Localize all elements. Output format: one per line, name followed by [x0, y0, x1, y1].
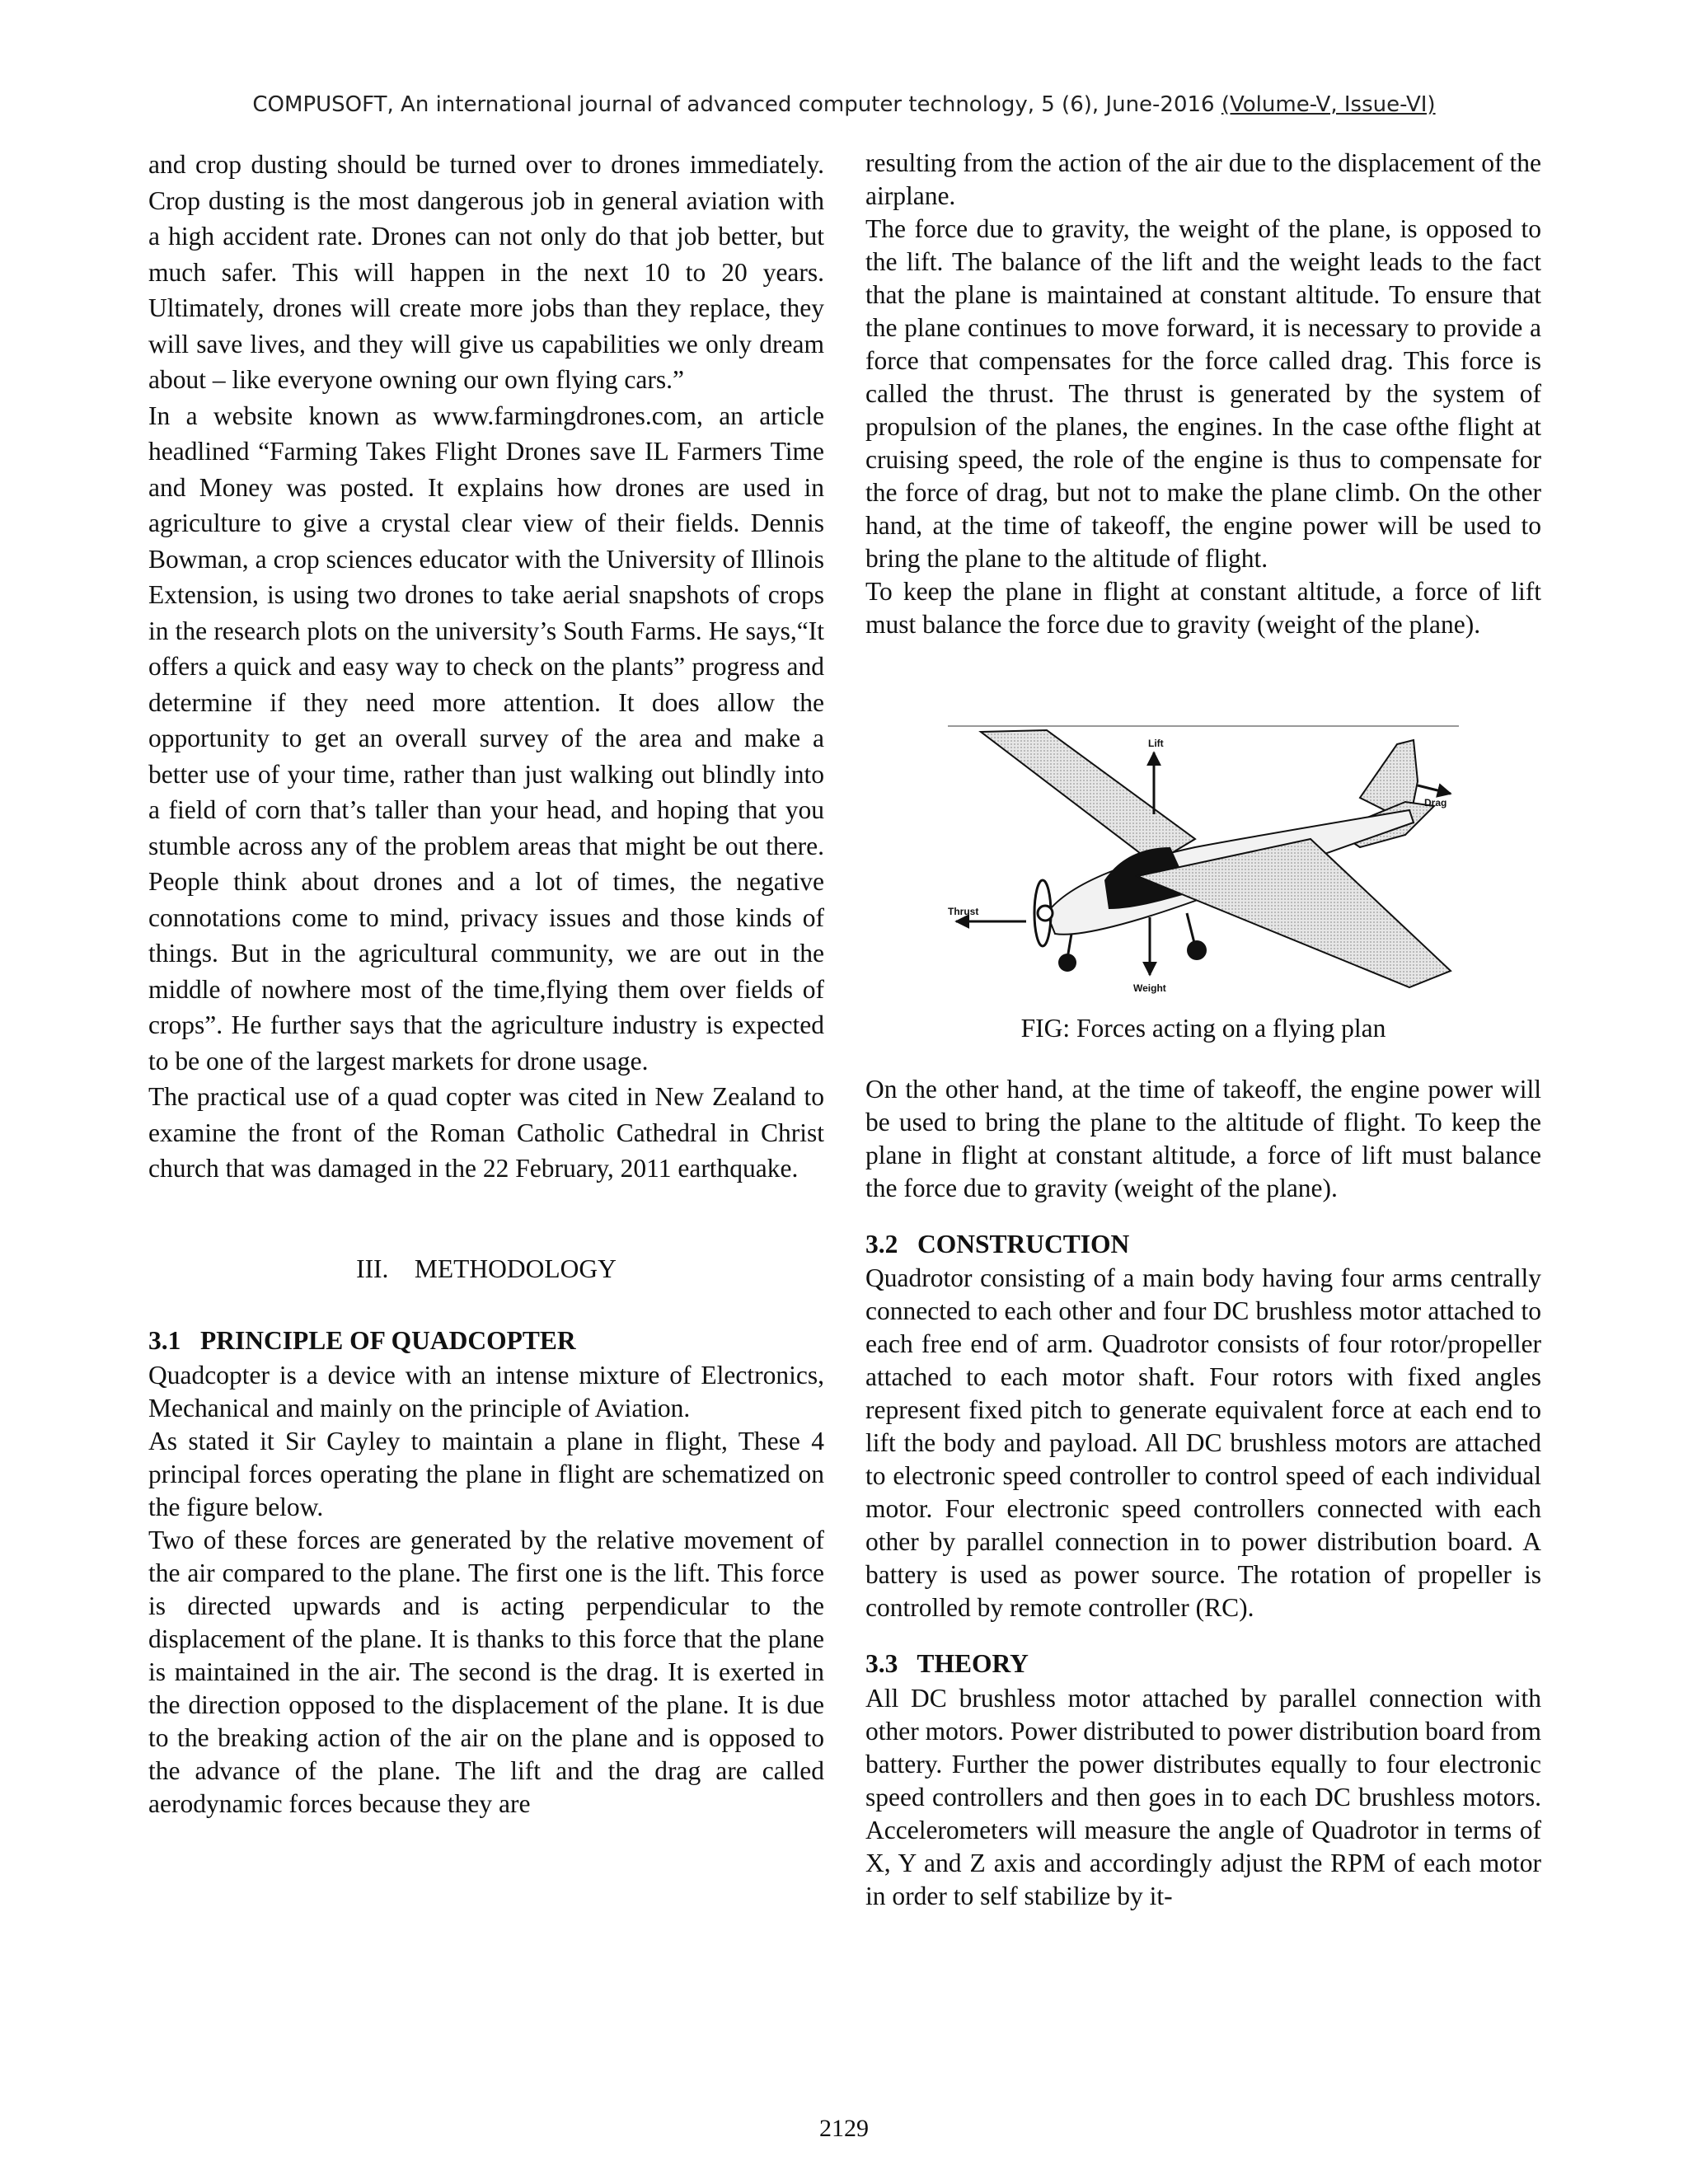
subsection-heading: 3.1 PRINCIPLE OF QUADCOPTER — [148, 1326, 576, 1355]
drag-arrow — [1418, 785, 1451, 794]
subsection-heading: 3.3 THEORY — [865, 1649, 1029, 1678]
paragraph: Quadrotor consisting of a main body having four arms centrally connected to each other and four DC brushless motor attached to each free end of arm. Quadrotor consists of four rotor/propeller attached to each motor shaft. Four rotors with fixed angles represent fixed pitch to generate equivalent force at each end to lift the body and payload. All DC brushless motors are attached to electronic speed controller to control speed of each individual motor. Four electronic speed controllers connected with each other by parallel connection in to power distribution board. A battery is used as power source. The rotation of propeller is controlled by remote controller (RC). — [865, 1263, 1541, 1622]
airplane-forces-figure — [865, 724, 1541, 1047]
paragraph: Two of these forces are generated by the relative movement of the air compared to the plane. The first one is the lift. This force is directed upwards and is acting perpendicular to the displacement of the plane. It is thanks to this force that the plane is maintained in the air. The second is the drag. It is exerted in the direction opposed to the displacement of the plane. It is due to the breaking action of the air on the plane and is opposed to the advance of the plane. The lift and the drag are called aerodynamic forces because they are — [148, 1525, 824, 1818]
paragraph: As stated it Sir Cayley to maintain a plane in flight, These 4 principal forces operating the plane in flight are schematized on the figure below. — [148, 1426, 824, 1521]
paragraph: The force due to gravity, the weight of the plane, is opposed to the lift. The balance of the lift and the weight leads to the fact that the plane is maintained at constant altitude. To ensure that the plane continues to move forward, it is necessary to provide a force that compensates for the force called drag. This force is called the thrust. The thrust is generated by the system of propulsion of the planes, the engines. In the case ofthe flight at cruising speed, the role of the engine is thus to compensate for the force of drag, but not to make the plane climb. On the other hand, at the time of takeoff, the engine power will be used to bring the plane to the altitude of flight. — [865, 214, 1541, 573]
paragraph: On the other hand, at the time of takeoff, the engine power will be used to bring the plane to the altitude of flight. To keep the plane in flight at constant altitude, a force of lift must balance the force due to gravity (weight of the plane). — [865, 1074, 1541, 1202]
front-wheel — [1058, 954, 1076, 972]
paragraph: Quadcopter is a device with an intense mixture of Electronics, Mechanical and mainly on the principle of Aviation. — [148, 1360, 824, 1422]
journal-citation: COMPUSOFT, An international journal of advanced computer technology, 5 (6), June-2016 — [252, 92, 1221, 117]
subsection-heading: 3.2 CONSTRUCTION — [865, 1229, 1130, 1258]
figure-caption: FIG: Forces acting on a flying plan — [1020, 1014, 1386, 1043]
page-number: 2129 — [819, 2115, 869, 2142]
right-column — [865, 147, 1541, 1913]
paragraph: In a website known as www.farmingdrones.com, an article headlined “Farming Takes Flight Drones save IL Farmers Time and Money was posted. It explains how drones are used in agriculture to give a crystal clear view of their fields. Dennis Bowman, a crop sciences educator with the University of Illinois Extension, is using two drones to take aerial snapshots of crops in the research plots on the university’s South Farms. He says,“It offers a quick and easy way to check on the plants” progress and determine if they need more attention. It does allow the opportunity to get an overall survey of the area and make a better use of your time, rather than just walking out blindly into a field of corn that’s taller than your head, and hoping that you stumble across any of the problem areas that might be out there. People think about drones and a lot of times, the negative connotations come to mind, privacy issues and those kinds of things. But in the agricultural community, we are out in the middle of nowhere most of the time,flying them over fields of crops”. He further says that the agriculture industry is expected to be one of the largest markets for drone usage. — [148, 401, 824, 1076]
weight-label: Weight — [1133, 982, 1166, 994]
main-wheel — [1187, 940, 1207, 960]
paragraph: To keep the plane in flight at constant altitude, a force of lift must balance the force due to gravity (weight of the plane). — [865, 577, 1541, 639]
lift-label: Lift — [1148, 738, 1164, 749]
journal-header — [0, 92, 1688, 117]
paragraph: The practical use of a quad copter was cited in New Zealand to examine the front of the Roman Catholic Cathedral in Christ church that was damaged in the 22 February, 2011 earthquake. — [148, 1082, 824, 1183]
paragraph: resulting from the action of the air due to the displacement of the airplane. — [865, 148, 1541, 210]
drag-label: Drag — [1424, 797, 1447, 808]
paragraph: All DC brushless motor attached by parallel connection with other motors. Power distributed to power distribution board from battery. Further the power distributes equally to four electronic speed controllers and then goes in to each DC brushless motors. Accelerometers will measure the angle of Quadrotor in terms of X, Y and Z axis and accordingly adjust the RPM of each motor in order to self stabilize by it- — [865, 1683, 1541, 1910]
airplane-illustration — [948, 724, 1459, 1004]
volume-issue: (Volume-V, Issue-VI) — [1221, 92, 1436, 117]
paragraph: and crop dusting should be turned over to drones immediately. Crop dusting is the most dangerous job in general aviation with a high accident rate. Drones can not only do that job better, but much safer. This will happen in the next 10 to 20 years. Ultimately, drones will create more jobs than they replace, they will save lives, and they will give us capabilities we only dream about – like everyone owning our own flying cars.” — [148, 150, 824, 394]
thrust-label: Thrust — [948, 906, 979, 917]
far-wing — [981, 730, 1195, 864]
left-column — [148, 147, 824, 1821]
section-heading: III. METHODOLOGY — [356, 1254, 617, 1283]
